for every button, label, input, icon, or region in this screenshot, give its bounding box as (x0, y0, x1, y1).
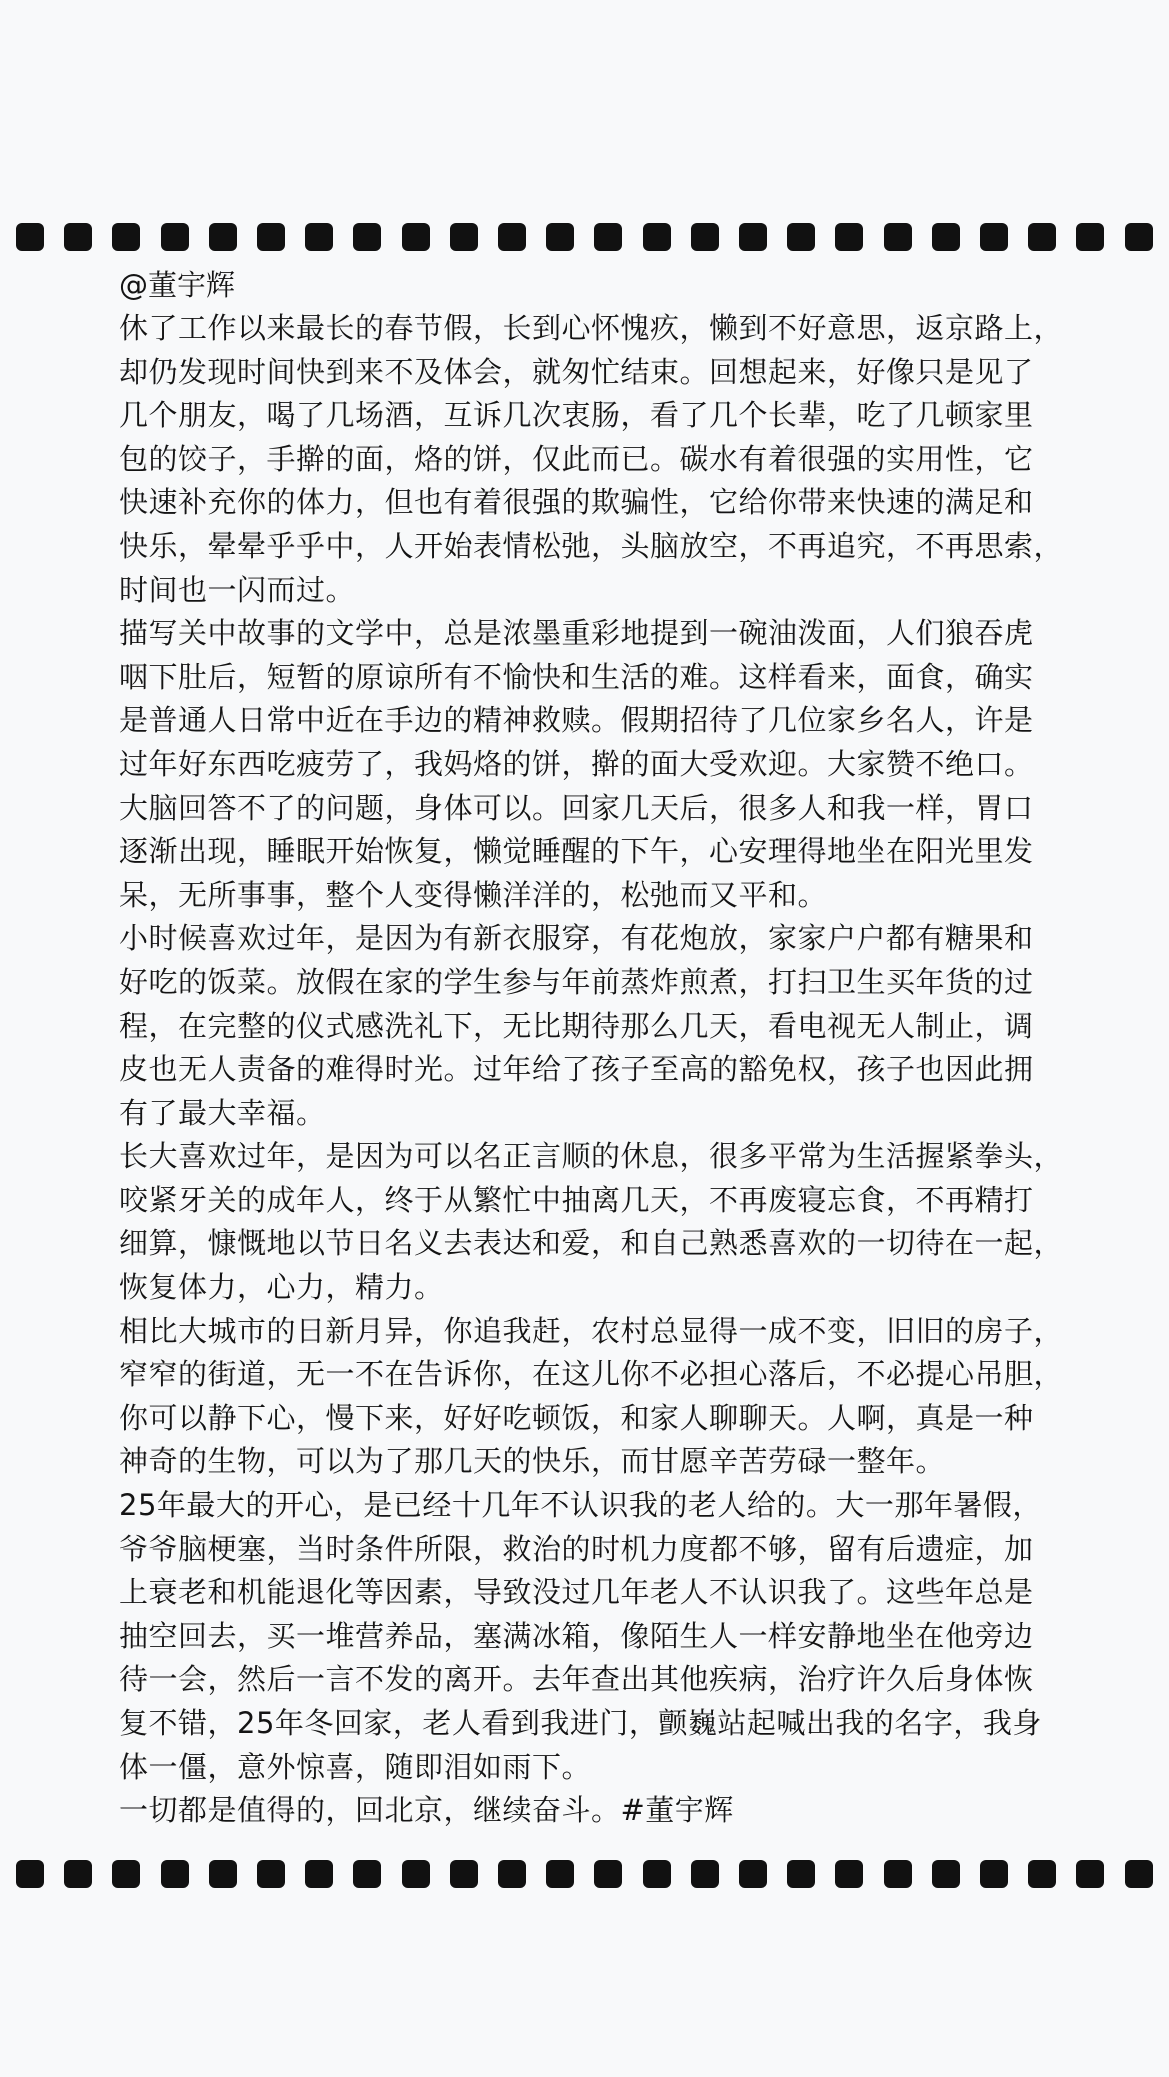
film-hole (450, 223, 478, 251)
text-line: 大脑回答不了的问题，身体可以。回家几天后，很多人和我一样，胃口 (119, 790, 1034, 825)
film-hole (112, 223, 140, 251)
film-hole (1125, 1860, 1153, 1888)
film-hole (450, 1860, 478, 1888)
text-line: 描写关中故事的文学中，总是浓墨重彩地提到一碗油泼面，人们狼吞虎 (119, 616, 1034, 651)
film-hole (643, 1860, 671, 1888)
text-line: 恢复体力，心力，精力。 (119, 1270, 444, 1305)
text-line: 窄窄的街道，无一不在告诉你，在这儿你不必担心落后，不必提心吊胆， (119, 1357, 1064, 1392)
film-hole (305, 223, 333, 251)
text-line: 抽空回去，买一堆营养品，塞满冰箱，像陌生人一样安静地坐在他旁边 (119, 1618, 1034, 1653)
film-hole (787, 223, 815, 251)
film-hole (1076, 1860, 1104, 1888)
text-line: 小时候喜欢过年，是因为有新衣服穿，有花炮放，家家户户都有糖果和 (119, 921, 1034, 956)
film-hole (1076, 223, 1104, 251)
film-hole (643, 223, 671, 251)
film-hole (112, 1860, 140, 1888)
film-hole (884, 223, 912, 251)
text-line: 咬紧牙关的成年人，终于从繁忙中抽离几天，不再废寝忘食，不再精打 (119, 1182, 1034, 1217)
film-hole (16, 1860, 44, 1888)
text-line: 长大喜欢过年，是因为可以名正言顺的休息，很多平常为生活握紧拳头， (119, 1139, 1064, 1174)
film-hole (353, 223, 381, 251)
text-line: 快速补充你的体力，但也有着很强的欺骗性，它给你带来快速的满足和 (119, 485, 1034, 520)
post-content (119, 264, 1064, 1833)
text-line: 时间也一闪而过。 (119, 572, 356, 607)
text-line: 你可以静下心，慢下来，好好吃顿饭，和家人聊聊天。人啊，真是一种 (119, 1400, 1034, 1435)
film-hole (64, 223, 92, 251)
film-hole (1028, 223, 1056, 251)
text-line: 休了工作以来最长的春节假，长到心怀愧疚，懒到不好意思，返京路上， (119, 311, 1064, 345)
text-line: 是普通人日常中近在手边的精神救赎。假期招待了几位家乡名人，许是 (119, 703, 1034, 738)
film-hole (787, 1860, 815, 1888)
film-hole (257, 1860, 285, 1888)
film-strip-bottom (0, 1860, 1169, 1888)
text-line: 复不错，25年冬回家，老人看到我进门，颤巍站起喊出我的名字，我身 (119, 1706, 1042, 1740)
film-hole (546, 223, 574, 251)
text-line: 相比大城市的日新月异，你追我赶，农村总显得一成不变，旧旧的房子， (119, 1313, 1064, 1348)
text-line: 体一僵，意外惊喜，随即泪如雨下。 (119, 1749, 592, 1784)
text-line: 咽下肚后，短暂的原谅所有不愉快和生活的难。这样看来，面食，确实 (119, 659, 1034, 694)
film-hole (932, 1860, 960, 1888)
author-handle: @董宇辉 (119, 268, 236, 302)
film-hole (691, 223, 719, 251)
post-body (119, 307, 1064, 1833)
text-line: 爷爷脑梗塞，当时条件所限，救治的时机力度都不够，留有后遗症，加 (119, 1531, 1034, 1566)
film-hole (498, 1860, 526, 1888)
text-line: 25年最大的开心，是已经十几年不认识我的老人给的。大一那年暑假， (119, 1488, 1042, 1523)
text-line: 逐渐出现，睡眠开始恢复，懒觉睡醒的下午，心安理得地坐在阳光里发 (119, 834, 1034, 869)
film-hole (980, 223, 1008, 251)
film-hole (305, 1860, 333, 1888)
film-hole (16, 223, 44, 251)
film-hole (932, 223, 960, 251)
film-hole (884, 1860, 912, 1888)
film-hole (546, 1860, 574, 1888)
text-line: 快乐，晕晕乎乎中，人开始表情松弛，头脑放空，不再追究，不再思索， (119, 528, 1064, 563)
film-hole (402, 223, 430, 251)
text-line: 待一会，然后一言不发的离开。去年查出其他疾病，治疗许久后身体恢 (119, 1662, 1034, 1697)
film-strip-top (0, 223, 1169, 251)
film-hole (594, 223, 622, 251)
text-line: 程，在完整的仪式感洗礼下，无比期待那么几天，看电视无人制止，调 (119, 1008, 1034, 1043)
film-hole (739, 1860, 767, 1888)
film-hole (353, 1860, 381, 1888)
text-line: 神奇的生物，可以为了那几天的快乐，而甘愿辛苦劳碌一整年。 (119, 1444, 946, 1479)
text-line: 好吃的饭菜。放假在家的学生参与年前蒸炸煎煮，打扫卫生买年货的过 (119, 964, 1034, 999)
film-hole (980, 1860, 1008, 1888)
text-line: 皮也无人责备的难得时光。过年给了孩子至高的豁免权，孩子也因此拥 (119, 1052, 1034, 1087)
film-hole (1125, 223, 1153, 251)
film-hole (691, 1860, 719, 1888)
text-line: 包的饺子，手擀的面，烙的饼，仅此而已。碳水有着很强的实用性，它 (119, 441, 1034, 476)
text-line: 细算，慷慨地以节日名义去表达和爱，和自己熟悉喜欢的一切待在一起， (119, 1226, 1064, 1261)
text-line: 几个朋友，喝了几场酒，互诉几次衷肠，看了几个长辈，吃了几顿家里 (119, 398, 1034, 433)
film-hole (402, 1860, 430, 1888)
text-line: 呆，无所事事，整个人变得懒洋洋的，松弛而又平和。 (119, 877, 828, 912)
film-hole (64, 1860, 92, 1888)
film-hole (835, 1860, 863, 1888)
film-hole (594, 1860, 622, 1888)
text-line: 却仍发现时间快到来不及体会，就匆忙结束。回想起来，好像只是见了 (119, 354, 1034, 389)
text-line: 上衰老和机能退化等因素，导致没过几年老人不认识我了。这些年总是 (119, 1575, 1034, 1610)
film-hole (1028, 1860, 1056, 1888)
text-line: 过年好东西吃疲劳了，我妈烙的饼，擀的面大受欢迎。大家赞不绝口。 (119, 746, 1034, 781)
text-line: 有了最大幸福。 (119, 1095, 326, 1130)
film-hole (739, 223, 767, 251)
film-hole (209, 1860, 237, 1888)
film-hole (498, 223, 526, 251)
text-line: 一切都是值得的，回北京，继续奋斗。#董宇辉 (119, 1793, 734, 1828)
film-hole (161, 223, 189, 251)
film-hole (209, 223, 237, 251)
film-hole (257, 223, 285, 251)
film-hole (835, 223, 863, 251)
film-hole (161, 1860, 189, 1888)
